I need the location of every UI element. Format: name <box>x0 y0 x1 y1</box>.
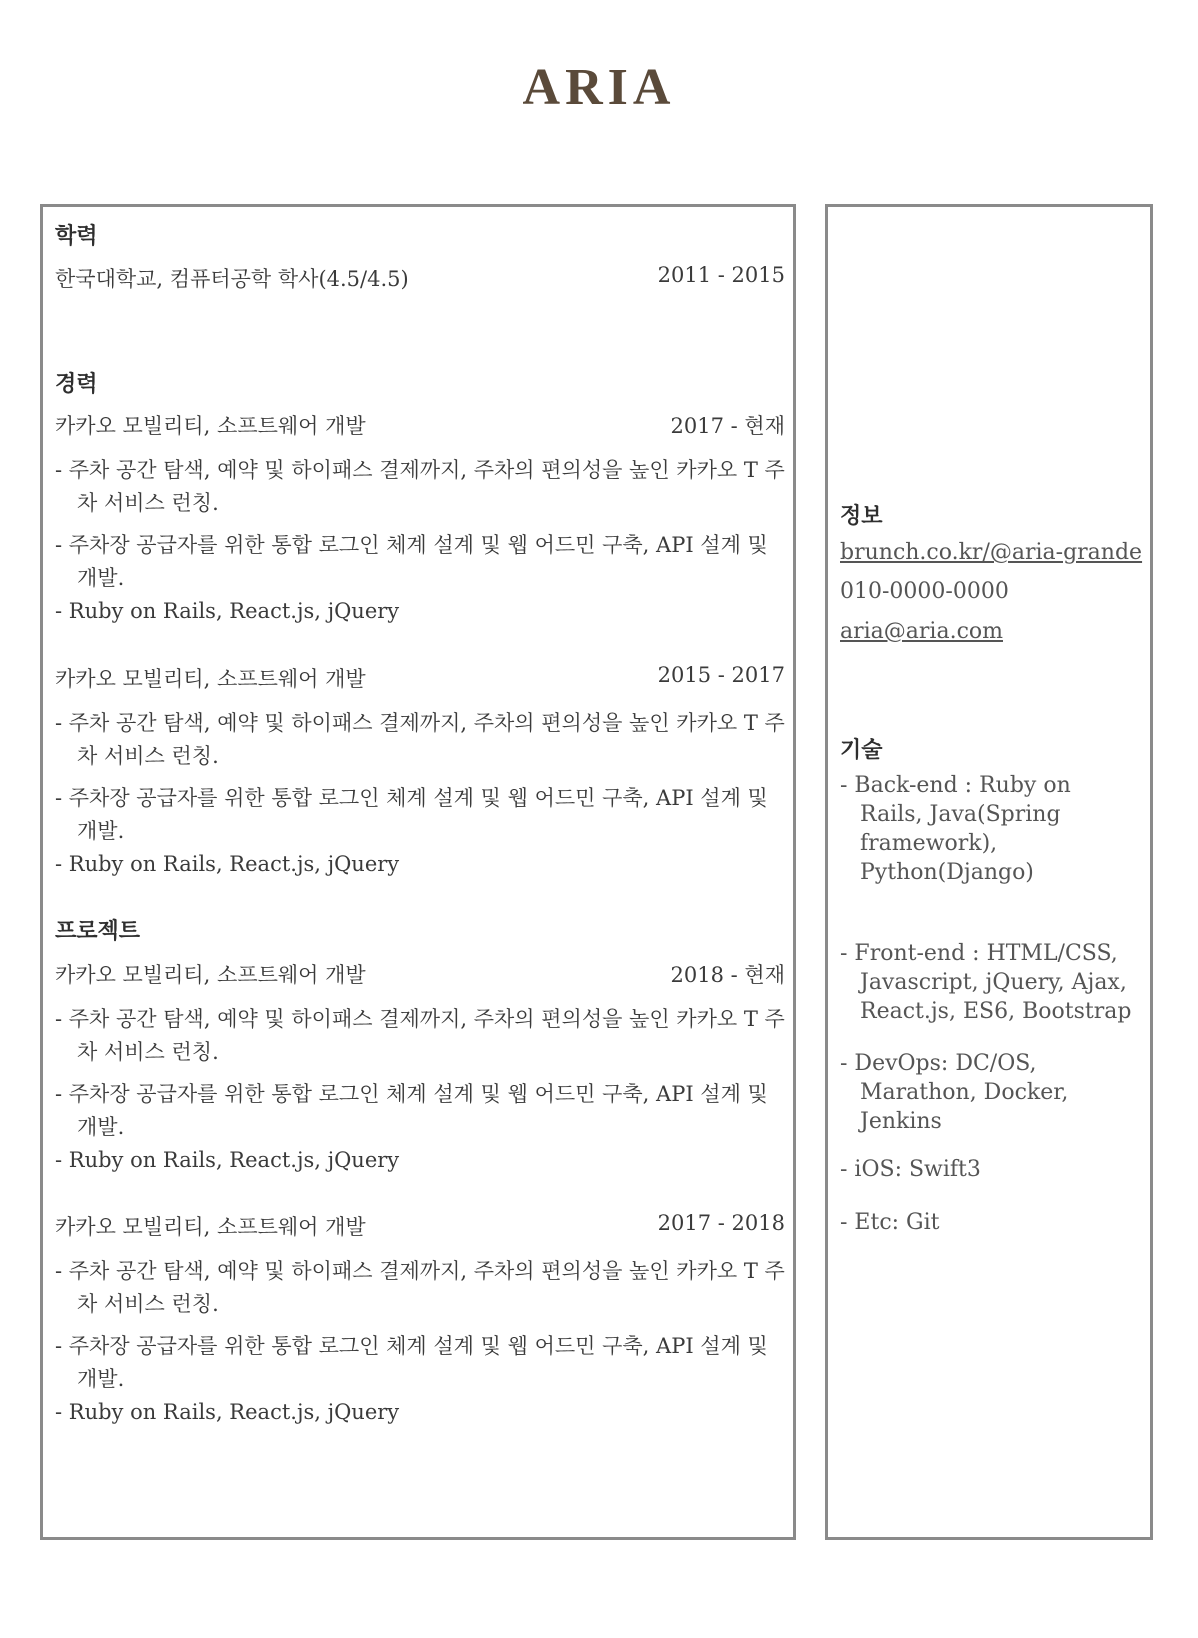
sidebar-panel <box>825 204 1153 1540</box>
main-content-panel <box>40 204 796 1540</box>
career-entry-bullet: - Ruby on Rails, React.js, jQuery <box>55 599 400 623</box>
career-entry-bullet: - 주차장 공급자를 위한 통합 로그인 체계 설계 및 웹 어드민 구축, API 설계 및 개발. <box>55 533 768 590</box>
education-row <box>55 263 785 293</box>
career-entry-title-row <box>55 410 785 440</box>
skill-item: - Front-end : HTML/CSS, Javascript, jQuery, Ajax, React.js, ES6, Bootstrap <box>840 941 1132 1024</box>
resume-name: ARIA <box>522 59 676 116</box>
project-entry-title-row <box>55 959 785 989</box>
skill-item: - Back-end : Ruby on Rails, Java(Spring framework), Python(Django) <box>840 773 1071 885</box>
project-entry-bullet: - 주차장 공급자를 위한 통합 로그인 체계 설계 및 웹 어드민 구축, API 설계 및 개발. <box>55 1082 768 1139</box>
info-heading: 정보 <box>840 504 883 529</box>
projects-heading: 프로젝트 <box>55 919 141 944</box>
project-entry-title: 카카오 모빌리티, 소프트웨어 개발 <box>55 963 366 987</box>
project-entry-bullet: - 주차 공간 탐색, 예약 및 하이패스 결제까지, 주차의 편의성을 높인 카카오 T 주차 서비스 런칭. <box>55 1007 785 1064</box>
career-entry-bullet: - 주차장 공급자를 위한 통합 로그인 체계 설계 및 웹 어드민 구축, API 설계 및 개발. <box>55 786 768 843</box>
career-entry-title: 카카오 모빌리티, 소프트웨어 개발 <box>55 414 366 438</box>
project-entry-bullet: - Ruby on Rails, React.js, jQuery <box>55 1400 400 1424</box>
education-school: 한국대학교, 컴퓨터공학 학사(4.5/4.5) <box>55 267 409 291</box>
career-entry-period: 2015 - 2017 <box>657 663 785 687</box>
education-heading: 학력 <box>55 224 98 249</box>
project-entry-title: 카카오 모빌리티, 소프트웨어 개발 <box>55 1215 366 1239</box>
project-entry-bullet: - 주차장 공급자를 위한 통합 로그인 체계 설계 및 웹 어드민 구축, API 설계 및 개발. <box>55 1334 768 1391</box>
project-entry-period: 2018 - 현재 <box>670 963 785 987</box>
education-period: 2011 - 2015 <box>657 263 785 287</box>
career-entry-bullet: - Ruby on Rails, React.js, jQuery <box>55 852 400 876</box>
phone-number: 010-0000-0000 <box>840 579 1009 604</box>
career-entry-title-row <box>55 663 785 693</box>
blog-link[interactable]: brunch.co.kr/@aria-grande <box>840 540 1143 565</box>
skill-item: - iOS: Swift3 <box>840 1157 981 1182</box>
career-entry-bullet: - 주차 공간 탐색, 예약 및 하이패스 결제까지, 주차의 편의성을 높인 카카오 T 주차 서비스 런칭. <box>55 458 785 515</box>
project-entry-title-row <box>55 1211 785 1241</box>
career-entry-title: 카카오 모빌리티, 소프트웨어 개발 <box>55 667 366 691</box>
career-heading: 경력 <box>55 372 98 397</box>
career-entry-bullet: - 주차 공간 탐색, 예약 및 하이패스 결제까지, 주차의 편의성을 높인 카카오 T 주차 서비스 런칭. <box>55 711 785 768</box>
project-entry-bullet: - 주차 공간 탐색, 예약 및 하이패스 결제까지, 주차의 편의성을 높인 카카오 T 주차 서비스 런칭. <box>55 1259 785 1316</box>
project-entry-period: 2017 - 2018 <box>657 1211 785 1235</box>
skills-heading: 기술 <box>840 738 883 763</box>
career-entry-period: 2017 - 현재 <box>670 414 785 438</box>
email-link[interactable]: aria@aria.com <box>840 619 1003 644</box>
skill-item: - DevOps: DC/OS, Marathon, Docker, Jenkins <box>840 1051 1069 1134</box>
project-entry-bullet: - Ruby on Rails, React.js, jQuery <box>55 1148 400 1172</box>
skill-item: - Etc: Git <box>840 1210 940 1235</box>
